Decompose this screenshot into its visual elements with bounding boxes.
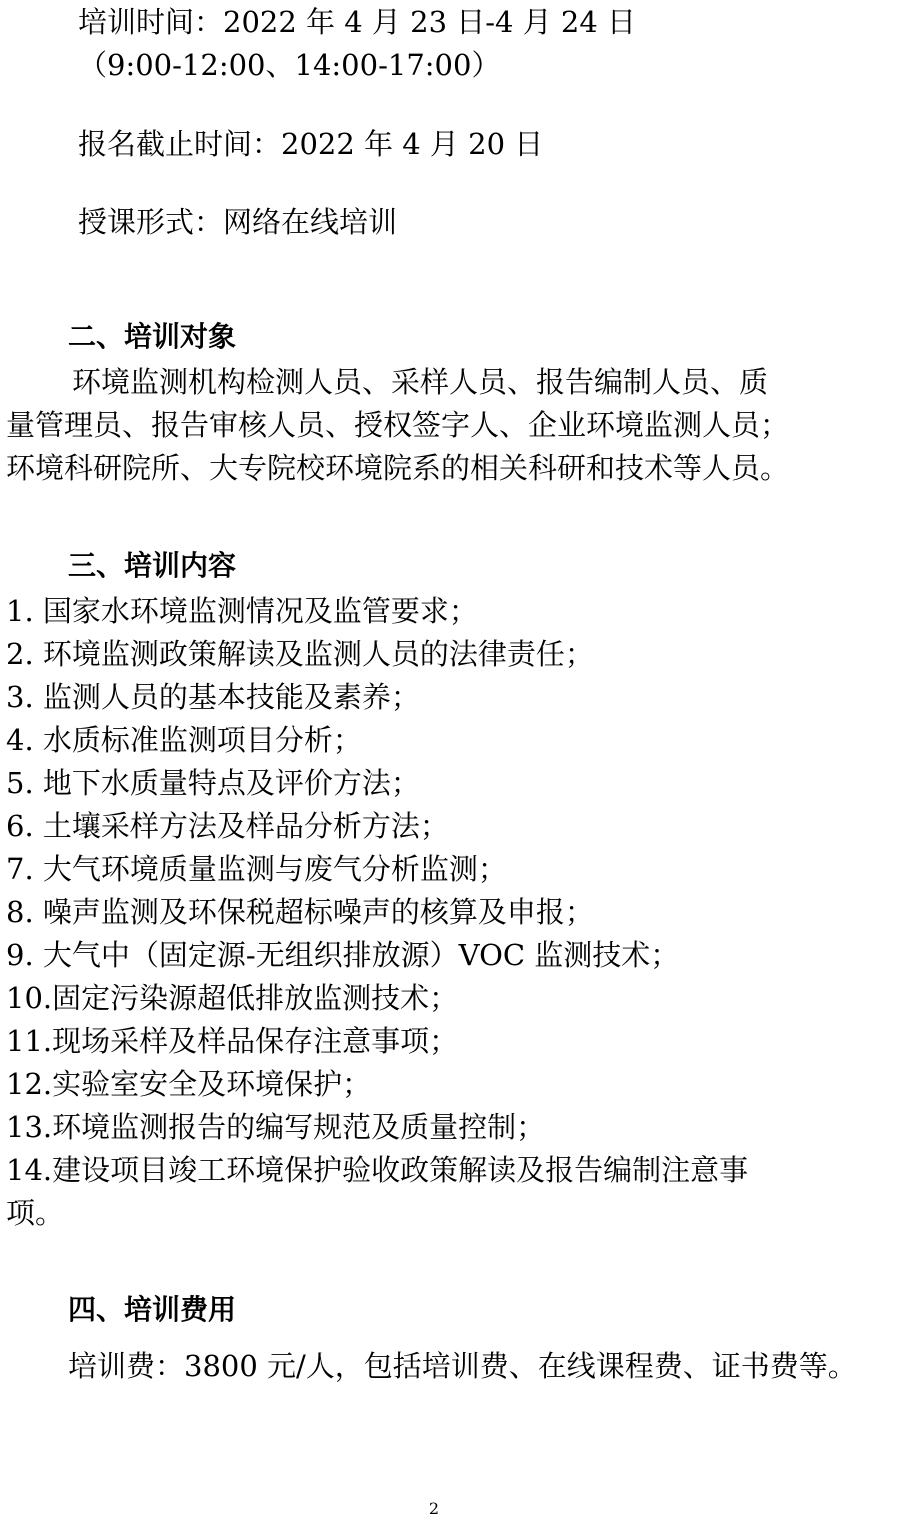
content-heading: 三、培训内容 [68,549,237,582]
audience-line: 量管理员、报告审核人员、授权签字人、企业环境监测人员； [6,408,790,442]
content-item: 6. 土壤采样方法及样品分析方法； [6,809,449,843]
fees-text: 培训费：3800 元/人，包括培训费、在线课程费、证书费等。 [68,1349,857,1383]
training-time: 培训时间：2022 年 4 月 23 日-4 月 24 日 [78,5,637,39]
audience-heading: 二、培训对象 [68,320,237,353]
content-item: 5. 地下水质量特点及评价方法； [6,766,420,800]
training-hours: （9:00-12:00、14:00-17:00） [78,48,501,82]
content-item: 4. 水质标准监测项目分析； [6,723,362,757]
content-item: 13.环境监测报告的编写规范及质量控制； [6,1110,546,1144]
content-item: 3. 监测人员的基本技能及素养； [6,680,420,714]
registration-deadline: 报名截止时间：2022 年 4 月 20 日 [78,127,544,161]
content-item: 9. 大气中（固定源-无组织排放源）VOC 监测技术； [6,938,680,972]
page-number: 2 [428,1499,440,1518]
content-item: 2. 环境监测政策解读及监测人员的法律责任； [6,637,594,671]
content-item: 10.固定污染源超低排放监测技术； [6,981,459,1015]
content-item: 14.建设项目竣工环境保护验收政策解读及报告编制注意事 [6,1153,749,1187]
audience-line: 环境科研院所、大专院校环境院系的相关科研和技术等人员。 [6,451,790,485]
audience-line: 环境监测机构检测人员、采样人员、报告编制人员、质 [72,365,769,399]
content-item: 8. 噪声监测及环保税超标噪声的核算及申报； [6,895,594,929]
content-item: 1. 国家水环境监测情况及监管要求； [6,594,478,628]
content-item: 12.实验室安全及环境保护； [6,1067,372,1101]
fees-heading: 四、培训费用 [68,1293,237,1326]
content-item: 7. 大气环境质量监测与废气分析监测； [6,852,507,886]
teaching-format: 授课形式：网络在线培训 [78,205,398,239]
content-item: 项。 [6,1196,65,1230]
content-item: 11.现场采样及样品保存注意事项； [6,1024,459,1058]
